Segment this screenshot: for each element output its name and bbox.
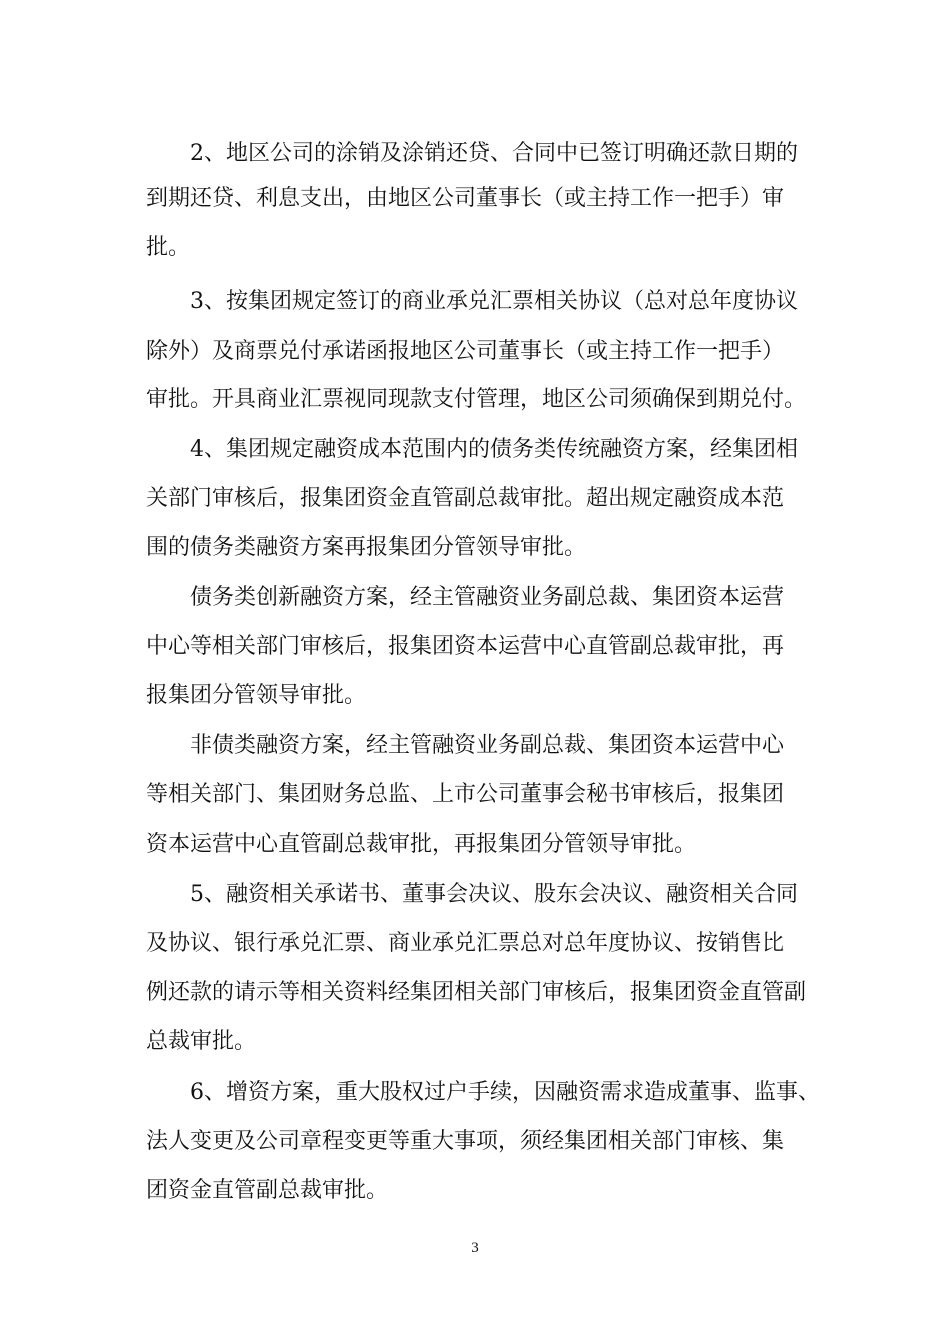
paragraph-1-line-3: 批。 xyxy=(146,235,191,260)
paragraph-3-line-2: 关部门审核后，报集团资金直管副总裁审批。超出规定融资成本范 xyxy=(146,486,785,511)
paragraph-1-line-2: 到期还贷、利息支出，由地区公司董事长（或主持工作一把手）审 xyxy=(146,186,785,211)
paragraph-3-line-1: 4、集团规定融资成本范围内的债务类传统融资方案，经集团相 xyxy=(190,437,798,462)
paragraph-5-line-1: 非债类融资方案，经主管融资业务副总裁、集团资本运营中心 xyxy=(190,733,785,758)
paragraph-4-line-3: 报集团分管领导审批。 xyxy=(146,683,367,708)
paragraph-5-line-3: 资本运营中心直管副总裁审批，再报集团分管领导审批。 xyxy=(146,832,697,857)
paragraph-7-line-2: 法人变更及公司章程变更等重大事项，须经集团相关部门审核、集 xyxy=(146,1129,785,1154)
page-number: 3 xyxy=(471,1240,479,1256)
paragraph-5-line-2: 等相关部门、集团财务总监、上市公司董事会秘书审核后，报集团 xyxy=(146,782,785,807)
paragraph-6-line-1: 5、融资相关承诺书、董事会决议、股东会决议、融资相关合同 xyxy=(190,882,798,907)
paragraph-7-line-1: 6、增资方案，重大股权过户手续，因融资需求造成董事、监事、 xyxy=(190,1080,820,1105)
paragraph-6-line-3: 例还款的请示等相关资料经集团相关部门审核后，报集团资金直管副 xyxy=(146,980,807,1005)
paragraph-2-line-2: 除外）及商票兑付承诺函报地区公司董事长（或主持工作一把手） xyxy=(146,339,785,364)
paragraph-2-line-3: 审批。开具商业汇票视同现款支付管理，地区公司须确保到期兑付。 xyxy=(146,387,807,412)
paragraph-7-line-3: 团资金直管副总裁审批。 xyxy=(146,1178,389,1203)
paragraph-3-line-3: 围的债务类融资方案再报集团分管领导审批。 xyxy=(146,535,587,560)
paragraph-6-line-4: 总裁审批。 xyxy=(146,1029,257,1054)
paragraph-1-line-1: 2、地区公司的涂销及涂销还贷、合同中已签订明确还款日期的 xyxy=(190,141,798,166)
paragraph-2-line-1: 3、按集团规定签订的商业承兑汇票相关协议（总对总年度协议 xyxy=(190,289,798,314)
paragraph-6-line-2: 及协议、银行承兑汇票、商业承兑汇票总对总年度协议、按销售比 xyxy=(146,931,785,956)
paragraph-4-line-2: 中心等相关部门审核后，报集团资本运营中心直管副总裁审批，再 xyxy=(146,634,785,659)
paragraph-4-line-1: 债务类创新融资方案，经主管融资业务副总裁、集团资本运营 xyxy=(190,585,785,610)
